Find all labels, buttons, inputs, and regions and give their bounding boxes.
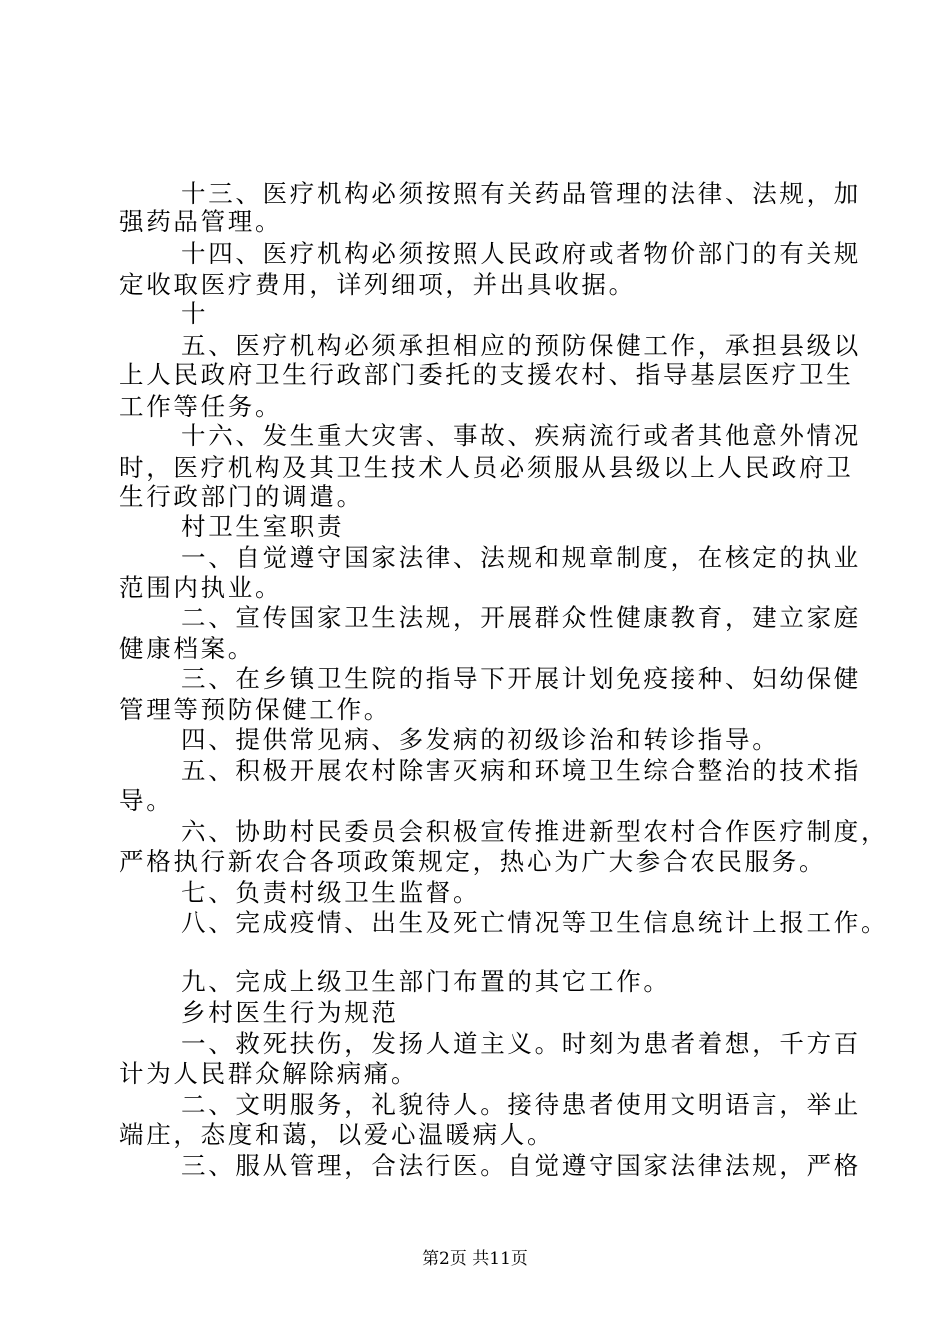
text-line: 四、提供常见病、多发病的初级诊治和转诊指导。 — [181, 725, 780, 754]
text-line: 十 — [181, 299, 209, 328]
text-line: 五、医疗机构必须承担相应的预防保健工作，承担县级以 — [181, 331, 861, 360]
text-line: 六、协助村民委员会积极宣传推进新型农村合作医疗制度， — [181, 817, 889, 846]
text-line: 八、完成疫情、出生及死亡情况等卫生信息统计上报工作。 — [181, 908, 889, 937]
text-line: 健康档案。 — [119, 634, 255, 663]
text-line: 一、自觉遵守国家法律、法规和规章制度，在核定的执业 — [181, 543, 861, 572]
page-footer: 第2页 共11页 — [422, 1249, 528, 1269]
text-line: 一、救死扶伤，发扬人道主义。时刻为患者着想，千方百 — [181, 1029, 861, 1058]
text-line: 强药品管理。 — [119, 207, 283, 236]
text-line: 时，医疗机构及其卫生技术人员必须服从县级以上人民政府卫 — [119, 453, 854, 482]
section-heading: 村卫生室职责 — [181, 512, 345, 541]
text-line: 五、积极开展农村除害灭病和环境卫生综合整治的技术指 — [181, 756, 861, 785]
text-line: 十四、医疗机构必须按照人民政府或者物价部门的有关规 — [181, 239, 861, 268]
text-line: 二、文明服务，礼貌待人。接待患者使用文明语言，举止 — [181, 1090, 861, 1119]
text-line: 计为人民群众解除病痛。 — [119, 1059, 419, 1088]
text-line: 十六、发生重大灾害、事故、疾病流行或者其他意外情况 — [181, 421, 861, 450]
text-line: 严格执行新农合各项政策规定，热心为广大参合农民服务。 — [119, 847, 827, 876]
text-line: 管理等预防保健工作。 — [119, 695, 391, 724]
text-line: 导。 — [119, 786, 174, 815]
text-line: 十三、医疗机构必须按照有关药品管理的法律、法规，加 — [181, 179, 861, 208]
text-line: 端庄，态度和蔼，以爱心温暖病人。 — [119, 1120, 555, 1149]
text-line: 生行政部门的调遣。 — [119, 482, 364, 511]
text-line: 上人民政府卫生行政部门委托的支援农村、指导基层医疗卫生 — [119, 360, 854, 389]
text-line: 二、宣传国家卫生法规，开展群众性健康教育，建立家庭 — [181, 603, 861, 632]
text-line: 三、在乡镇卫生院的指导下开展计划免疫接种、妇幼保健 — [181, 664, 861, 693]
text-line: 范围内执业。 — [119, 573, 283, 602]
text-line: 工作等任务。 — [119, 392, 283, 421]
text-line: 七、负责村级卫生监督。 — [181, 878, 481, 907]
text-line: 三、服从管理，合法行医。自觉遵守国家法律法规，严格 — [181, 1151, 861, 1180]
section-heading: 乡村医生行为规范 — [181, 998, 399, 1027]
text-line: 定收取医疗费用，详列细项，并出具收据。 — [119, 270, 636, 299]
text-line: 九、完成上级卫生部门布置的其它工作。 — [181, 967, 671, 996]
